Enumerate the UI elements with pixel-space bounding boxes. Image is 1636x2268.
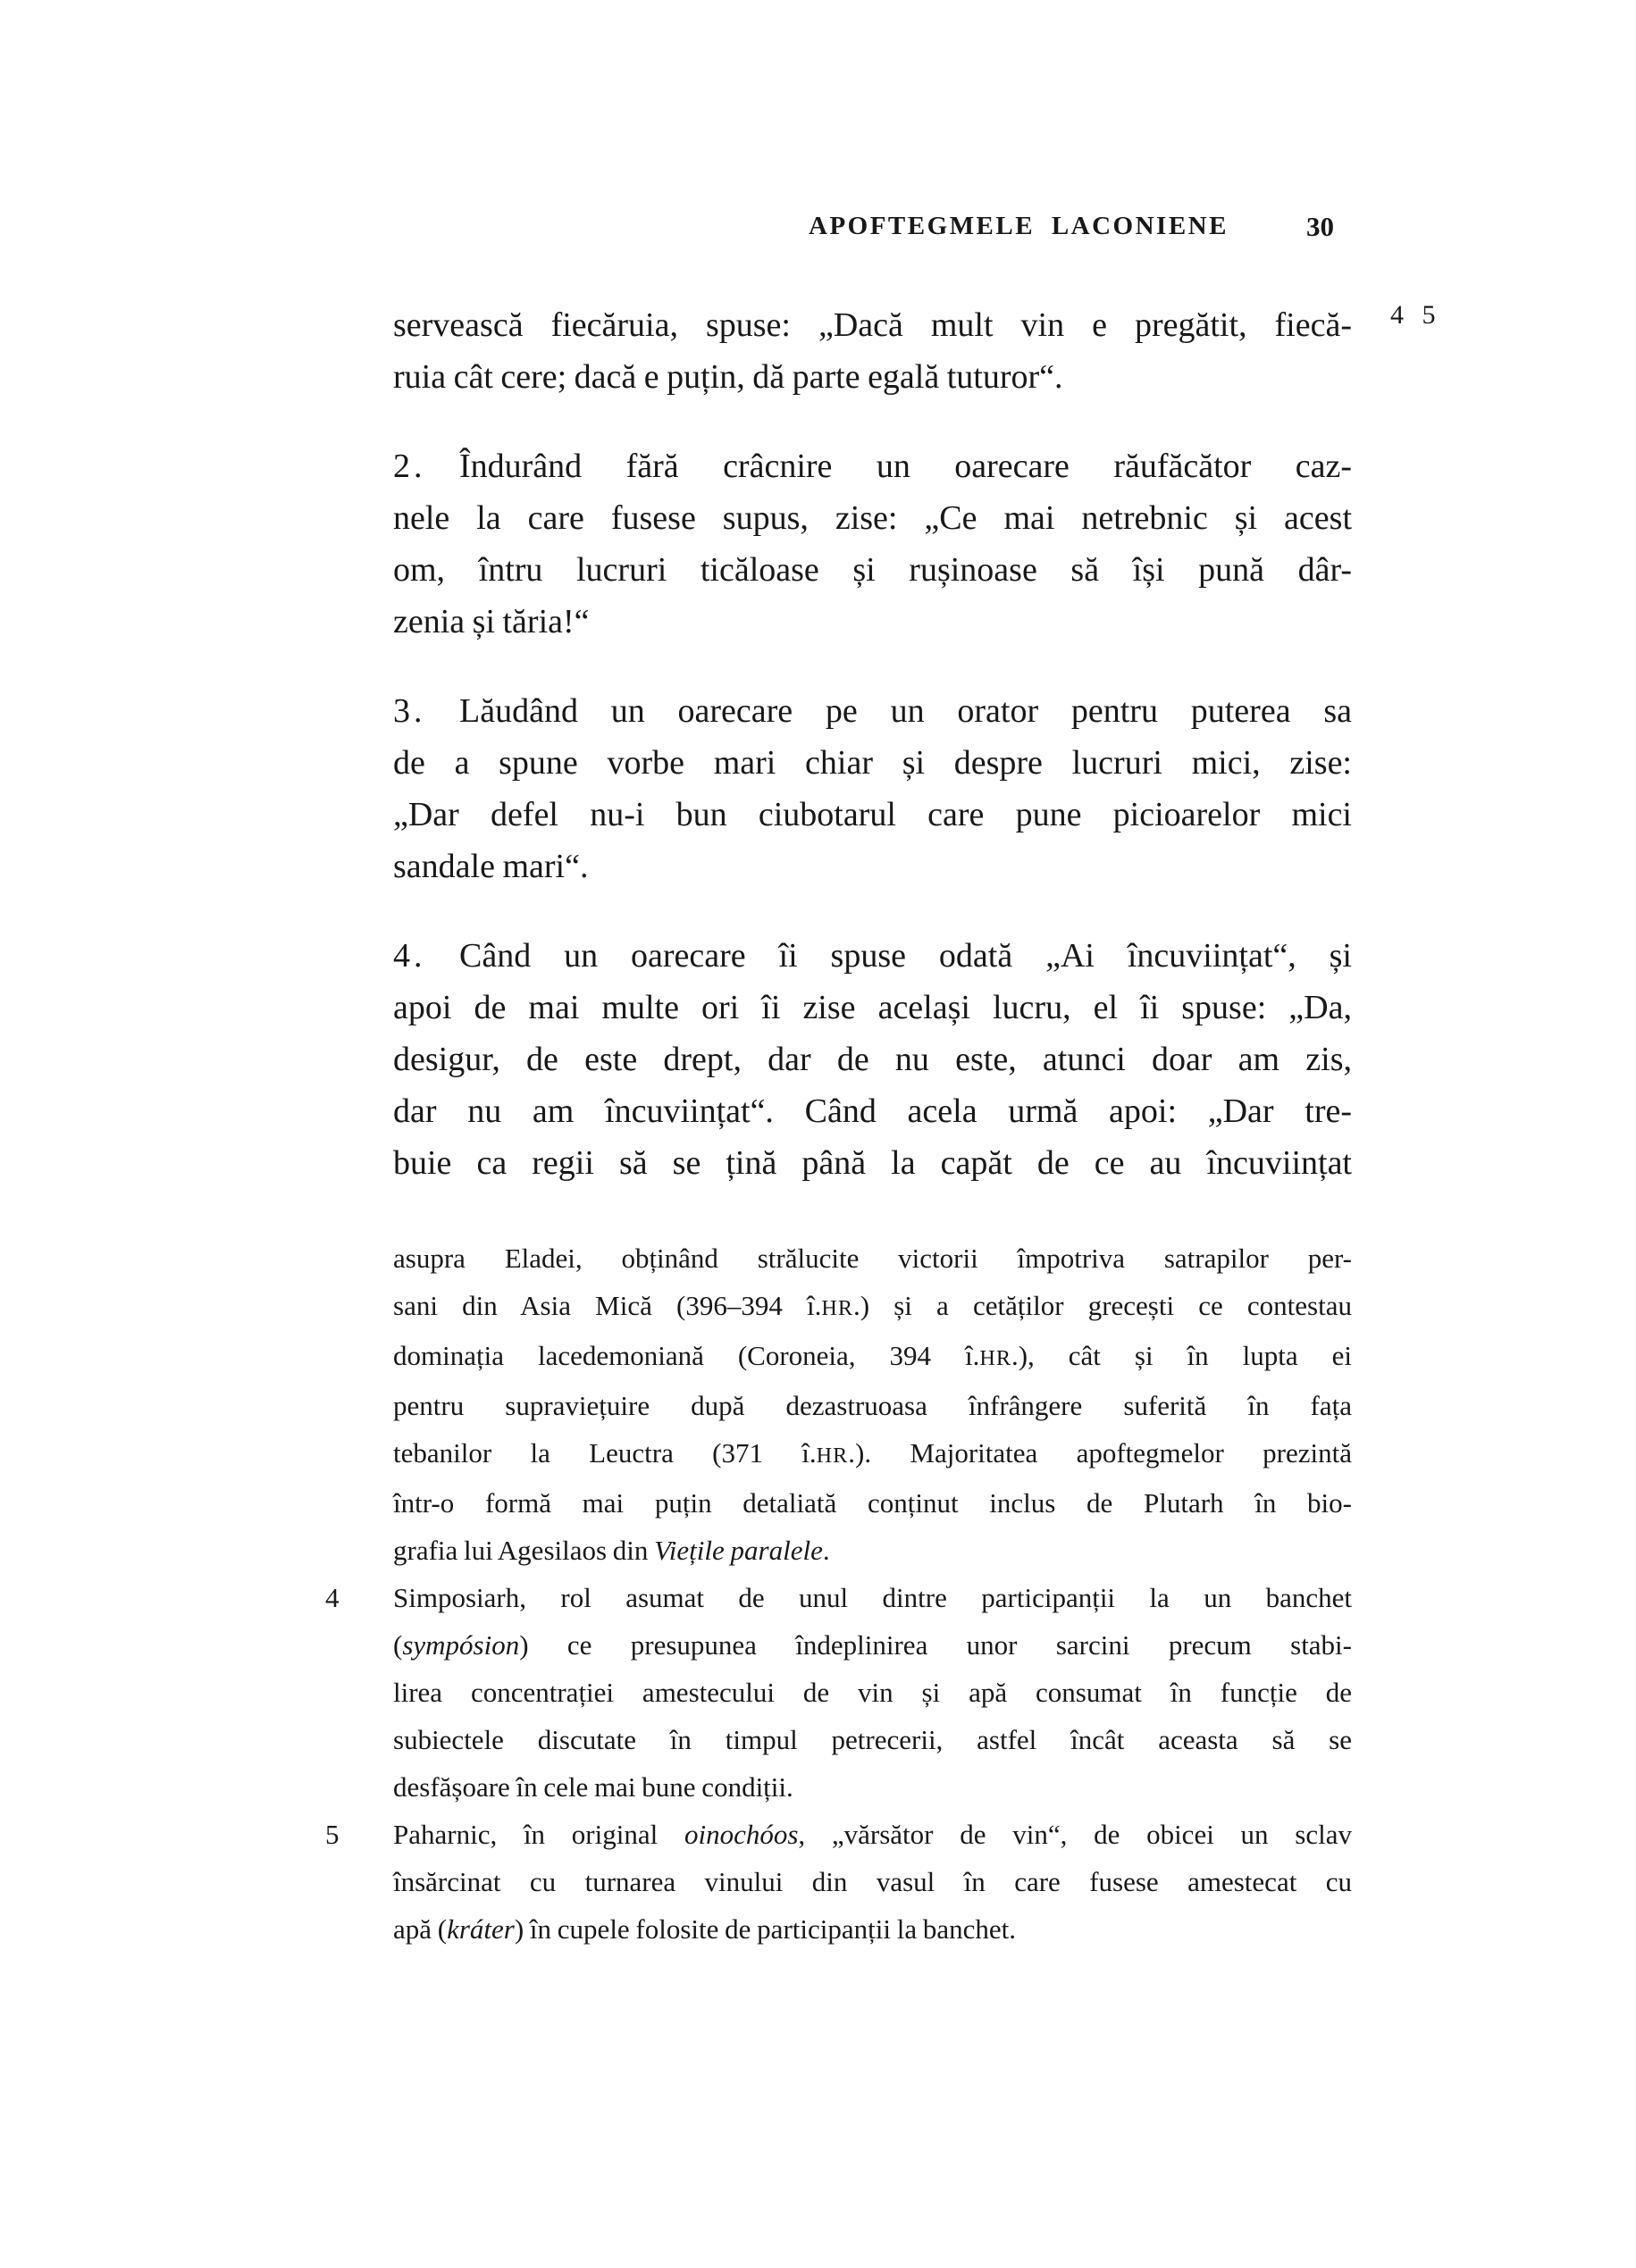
text-segment: om, întru lucruri ticăloase și rușinoase să își pună dâr- xyxy=(393,551,1352,589)
footnote-number: 5 xyxy=(325,1819,340,1850)
paragraph-number: 3. xyxy=(393,692,426,730)
body-text xyxy=(393,299,1352,1189)
text-segment: zenia și tăria!“ xyxy=(393,603,590,640)
text-segment: grafia lui Agesilaos din xyxy=(393,1535,655,1566)
text-segment: ruia cât cere; dacă e puțin, dă parte egală tuturor“. xyxy=(393,358,1063,396)
text-line xyxy=(393,982,1352,1034)
text-line xyxy=(393,596,1352,648)
text-segment: ( xyxy=(393,1629,403,1661)
footnotes xyxy=(325,1234,1352,1953)
text-line xyxy=(393,544,1352,596)
footnote-line xyxy=(393,1858,1352,1905)
text-line xyxy=(393,685,1352,737)
margin-footnote-refs: 4 5 xyxy=(1390,300,1436,330)
text-segment: .) și a cetăților grecești ce contestau xyxy=(852,1290,1352,1321)
text-segment: buie ca regii să se țină până la capăt de ce au încuviințat xyxy=(393,1144,1352,1182)
italic-text: oinochóos xyxy=(684,1819,799,1850)
page-number: 30 xyxy=(1306,211,1334,242)
text-line xyxy=(393,930,1352,982)
text-segment: sandale mari“. xyxy=(393,848,589,885)
text-segment: .). Majoritatea apoftegmelor prezintă xyxy=(848,1437,1352,1469)
text-segment: Paharnic, în original xyxy=(393,1819,684,1850)
text-segment: dominația lacedemoniană (Coroneia, 394 î. xyxy=(393,1340,980,1371)
text-segment: lirea concentrației amestecului de vin și apă consumat în funcție de xyxy=(393,1677,1352,1708)
text-segment: sani din Asia Mică (396–394 î. xyxy=(393,1290,822,1321)
text-segment: într-o formă mai puțin detaliată conținut inclus de Plutarh în bio- xyxy=(393,1487,1352,1519)
text-segment: însărcinat cu turnarea vinului din vasul în care fusese amestecat cu xyxy=(393,1866,1352,1897)
small-caps-text: HR xyxy=(816,1444,849,1468)
footnote-line xyxy=(393,1332,1352,1382)
footnote-line xyxy=(393,1429,1352,1479)
italic-text: kráter xyxy=(447,1913,515,1945)
text-segment: Când un oarecare îi spuse odată „Ai încuviințat“, și xyxy=(459,937,1352,975)
text-line xyxy=(393,1085,1352,1137)
text-segment: tebanilor la Leuctra (371 î. xyxy=(393,1437,817,1469)
italic-text: sympósion xyxy=(402,1629,520,1661)
footnote-line xyxy=(393,1811,1352,1858)
text-segment: dar nu am încuviințat“. Când acela urmă apoi: „Dar tre- xyxy=(393,1092,1352,1130)
text-line xyxy=(393,841,1352,892)
paragraph xyxy=(393,930,1352,1189)
footnote-line xyxy=(393,1763,1352,1811)
footnote-line xyxy=(393,1574,1352,1621)
text-segment: apă ( xyxy=(393,1913,448,1945)
footnote-line xyxy=(393,1234,1352,1282)
text-line xyxy=(393,789,1352,841)
text-line xyxy=(393,737,1352,789)
footnote xyxy=(325,1811,1352,1953)
text-line xyxy=(393,1137,1352,1189)
paragraph xyxy=(393,685,1352,892)
footnote-line xyxy=(393,1527,1352,1574)
text-line xyxy=(393,492,1352,544)
paragraph xyxy=(393,440,1352,648)
paragraph-number: 2. xyxy=(393,448,426,485)
italic-text: Viețile paralele xyxy=(654,1535,823,1566)
text-line xyxy=(393,299,1352,351)
text-segment: subiectele discutate în timpul petrecerii, astfel încât aceasta să se xyxy=(393,1724,1352,1755)
text-segment: Îndurând fără crâcnire un oarecare răufăcător caz- xyxy=(459,448,1352,485)
text-segment: ) în cupele folosite de participanții la banchet. xyxy=(514,1913,1016,1945)
text-column xyxy=(325,299,1352,1953)
text-segment: Simposiarh, rol asumat de unul dintre participanții la un banchet xyxy=(393,1582,1352,1613)
footnote xyxy=(325,1574,1352,1811)
footnote-line xyxy=(393,1479,1352,1527)
footnote xyxy=(393,1234,1352,1574)
text-segment: apoi de mai multe ori îi zise același lucru, el îi spuse: „Da, xyxy=(393,989,1352,1026)
text-segment: desfășoare în cele mai bune condiții. xyxy=(393,1771,793,1803)
running-head-title: APOFTEGMELE LACONIENE xyxy=(809,212,1229,240)
text-line xyxy=(393,1034,1352,1085)
footnote-line xyxy=(393,1621,1352,1669)
text-segment: ) ce presupunea îndeplinirea unor sarcini precum stabi- xyxy=(519,1629,1352,1661)
text-line xyxy=(393,351,1352,403)
text-segment: „Dar defel nu-i bun ciubotarul care pune picioarelor mici xyxy=(393,796,1352,833)
text-segment: asupra Eladei, obținând strălucite victorii împotriva satrapilor per- xyxy=(393,1243,1352,1274)
text-segment: desigur, de este drept, dar de nu este, atunci doar am zis, xyxy=(393,1041,1352,1078)
footnote-number: 4 xyxy=(325,1582,340,1613)
text-segment: nele la care fusese supus, zise: „Ce mai netrebnic și acest xyxy=(393,499,1352,537)
text-segment: Lăudând un oarecare pe un orator pentru puterea sa xyxy=(459,692,1352,730)
small-caps-text: HR xyxy=(979,1346,1011,1370)
footnote-line xyxy=(393,1282,1352,1332)
text-segment: servească fiecăruia, spuse: „Dacă mult vin e pregătit, fiecă- xyxy=(393,306,1352,344)
paragraph-number: 4. xyxy=(393,937,426,975)
footnote-line xyxy=(393,1382,1352,1429)
footnote-line xyxy=(393,1669,1352,1716)
small-caps-text: HR xyxy=(821,1296,853,1320)
footnote-line xyxy=(393,1905,1352,1953)
footnote-line xyxy=(393,1716,1352,1763)
text-segment: .), cât și în lupta ei xyxy=(1011,1340,1352,1371)
text-segment: pentru supraviețuire după dezastruoasa înfrângere suferită în fața xyxy=(393,1390,1352,1421)
text-segment: , „vărsător de vin“, de obicei un sclav xyxy=(798,1819,1352,1850)
paragraph xyxy=(393,299,1352,403)
text-segment: de a spune vorbe mari chiar și despre lucruri mici, zise: xyxy=(393,744,1352,782)
text-line xyxy=(393,440,1352,492)
text-segment: . xyxy=(822,1535,830,1566)
